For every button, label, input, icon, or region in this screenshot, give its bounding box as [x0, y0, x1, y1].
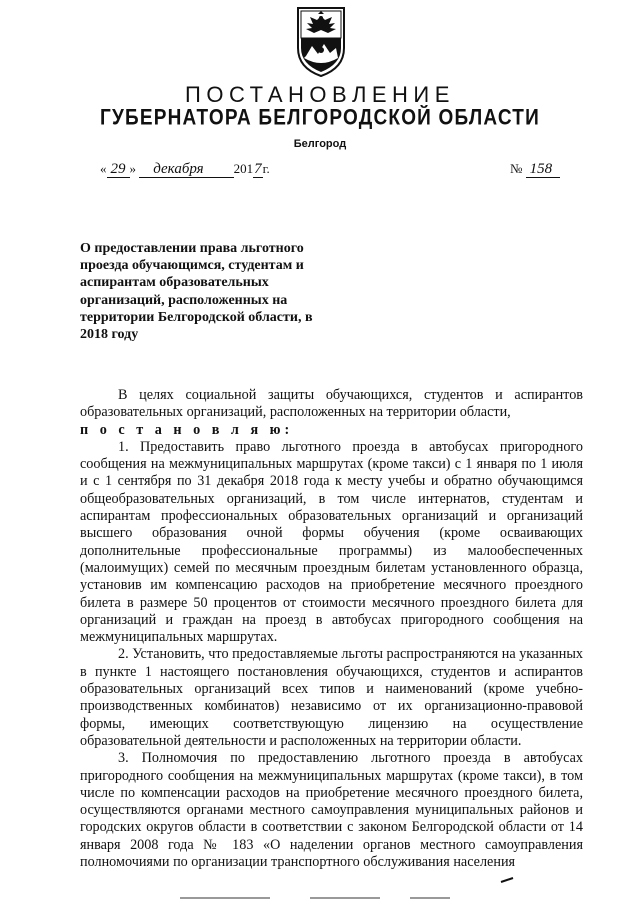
date-year-suffix: 7 — [254, 161, 262, 177]
document-subject: О предоставлении права льготного проезда обучающимся, студентам и аспирантам образовательных организаций, расположенных на территории Белгородской области, в 2018 году — [80, 241, 313, 343]
coat-of-arms-icon — [296, 6, 346, 78]
intro-paragraph: В целях социальной защиты обучающихся, студентов и аспирантов образовательных организаций, расположенных на территории области, — [80, 387, 583, 421]
number-value: 158 — [526, 161, 561, 178]
scan-mark — [500, 876, 514, 884]
document-date — [100, 161, 270, 178]
item-1-paragraph: 1. Предоставить право льготного проезда в автобусах пригородного сообщения на межмуниципальных маршрутах (кроме такси) с 1 января по 1 июля и с 1 сентября по 31 декабря 2018 года к месту учебы и обратно обучающимся общеобразовательных организаций, в том числе интернатов, студентам и аспирантам профессиональных образовательных организаций и организаций высшего образования очной формы обучения (кроме осваивающих дополнительные профессиональные программы) из малообеспеченных (малоимущих) семей по месячным проездным билетам установленного образца, установив им компенсацию расходов на приобретение месячного проездного билета в размере 50 процентов от стоимости месячного проездного билета для организаций и граждан на проезд в автобусах пригородного сообщения на межмуниципальных маршрутах. — [80, 438, 583, 646]
document-type-title: ПОСТАНОВЛЕНИЕ — [185, 82, 455, 107]
item-2-paragraph: 2. Установить, что предоставляемые льготы распространяются на указанных в пункте 1 настоящего постановления обучающихся, студентов и аспирантов образовательных организаций всех типов и наименований (кроме учебно-производственных комбинатов) независимо от их организационно-правовой формы, имеющих соответствующую лицензию на осуществление образовательной деятельности и расположенных на территории области. — [80, 646, 583, 749]
date-day: 29 — [107, 161, 130, 178]
issuer-title: ГУБЕРНАТОРА БЕЛГОРОДСКОЙ ОБЛАСТИ — [100, 106, 540, 131]
document-number — [510, 161, 560, 178]
city-label: Белгород — [293, 138, 347, 150]
date-close-quote: » — [129, 161, 136, 176]
document-body — [80, 387, 583, 871]
date-open-quote: « — [100, 161, 107, 176]
item-3-paragraph: 3. Полномочия по предоставлению льготного проезда в автобусах пригородного сообщения на межмуниципальных маршрутах (кроме такси), в том числе по компенсации расходов на приобретение месячного проездного билета, осуществляются органами местного самоуправления муниципальных районов и городских округов области в соответствии с законом Белгородской области от 14 января 2008 года № 183 «О наделении органов местного самоуправления полномочиями по организации транспортного обслуживания населения — [80, 750, 583, 871]
decree-word: п о с т а н о в л я ю: — [80, 421, 294, 438]
date-year-end: г. — [262, 161, 270, 176]
number-label: № — [510, 161, 523, 176]
date-month: декабря — [139, 161, 233, 178]
date-year-prefix: 201 — [233, 161, 254, 176]
footer-scan-lines — [150, 893, 570, 901]
